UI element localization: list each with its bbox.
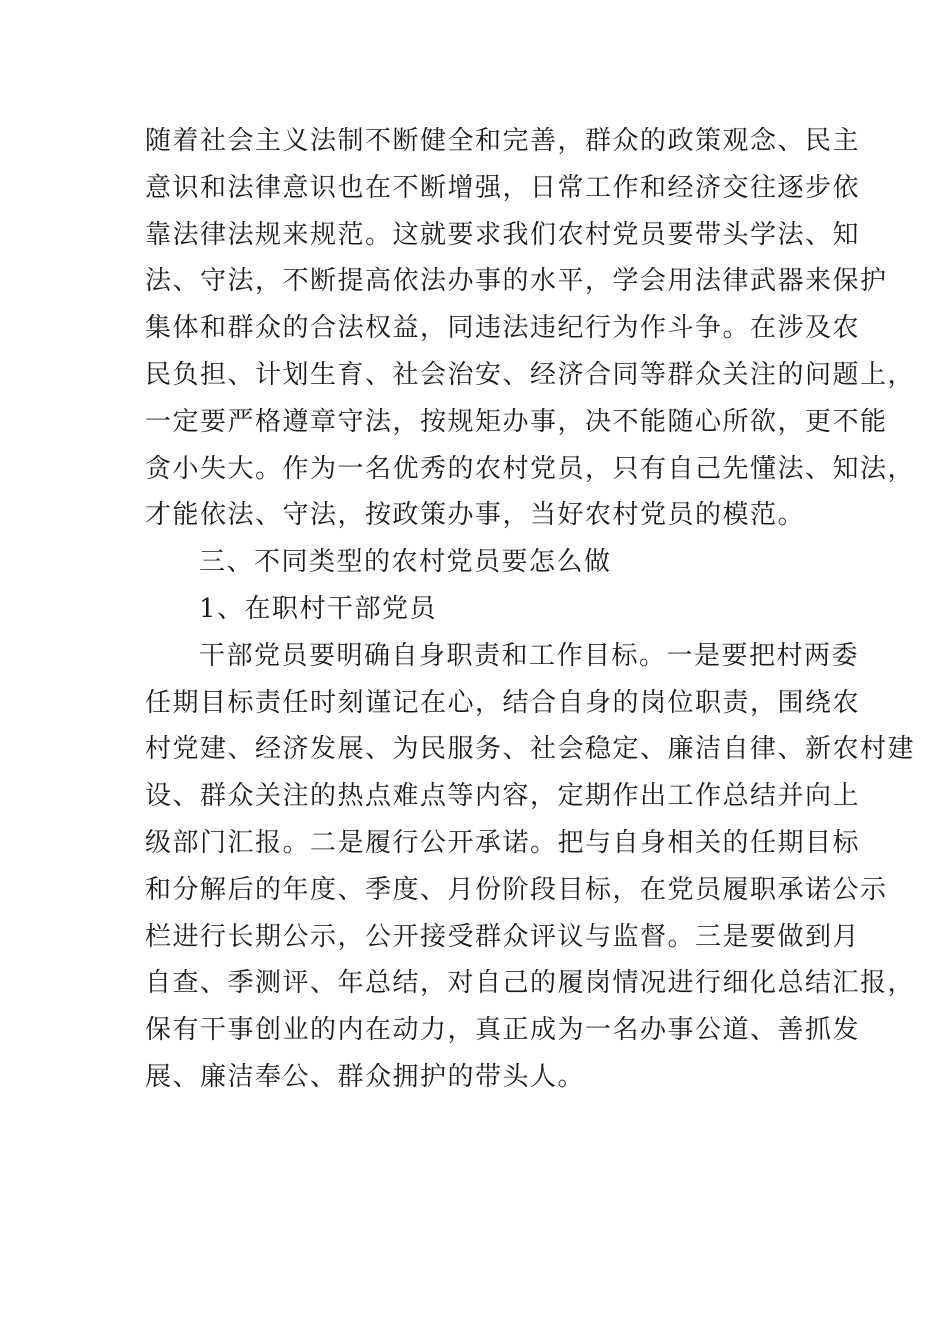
paragraph-line: 法、守法，不断提高依法办事的水平，学会用法律武器来保护 — [145, 266, 888, 297]
paragraph-line: 贪小失大。作为一名优秀的农村党员，只有自己先懂法、知法， — [145, 453, 916, 484]
section-heading: 三、不同类型的农村党员要怎么做 — [199, 547, 612, 578]
paragraph-line: 意识和法律意识也在不断增强，日常工作和经济交往逐步依 — [145, 172, 861, 203]
paragraph-line: 任期目标责任时刻谨记在心，结合自身的岗位职责，围绕农 — [145, 687, 861, 718]
paragraph-rule-of-law — [145, 118, 916, 539]
paragraph-line: 民负担、计划生育、社会治安、经济合同等群众关注的问题上， — [145, 359, 916, 390]
subsection-heading: 1、在职村干部党员 — [199, 593, 438, 624]
paragraph-line: 一定要严格遵章守法，按规矩办事，决不能随心所欲，更不能 — [145, 406, 888, 437]
paragraph-line: 级部门汇报。二是履行公开承诺。把与自身相关的任期目标 — [145, 827, 861, 858]
paragraph-line: 才能依法、守法，按政策办事，当好农村党员的模范。 — [145, 500, 806, 531]
paragraph-line: 干部党员要明确自身职责和工作目标。一是要把村两委 — [199, 640, 860, 671]
paragraph-village-cadres — [145, 633, 916, 1101]
paragraph-line: 设、群众关注的热点难点等内容，定期作出工作总结并向上 — [145, 781, 861, 812]
paragraph-line: 随着社会主义法制不断健全和完善，群众的政策观念、民主 — [145, 126, 861, 156]
document-body — [145, 118, 916, 1101]
paragraph-line: 和分解后的年度、季度、月份阶段目标，在党员履职承诺公示 — [145, 874, 888, 905]
paragraph-line: 展、廉洁奉公、群众拥护的带头人。 — [145, 1061, 586, 1092]
paragraph-line: 靠法律法规来规范。这就要求我们农村党员要带头学法、知 — [145, 219, 861, 250]
paragraph-line: 保有干事创业的内在动力，真正成为一名办事公道、善抓发 — [145, 1015, 861, 1046]
paragraph-line: 栏进行长期公示，公开接受群众评议与监督。三是要做到月 — [145, 921, 861, 952]
paragraph-line: 自查、季测评、年总结，对自己的履岗情况进行细化总结汇报， — [145, 968, 916, 999]
paragraph-line: 集体和群众的合法权益，同违法违纪行为作斗争。在涉及农 — [145, 313, 861, 344]
paragraph-line: 村党建、经济发展、为民服务、社会稳定、廉洁自律、新农村建 — [145, 734, 916, 765]
